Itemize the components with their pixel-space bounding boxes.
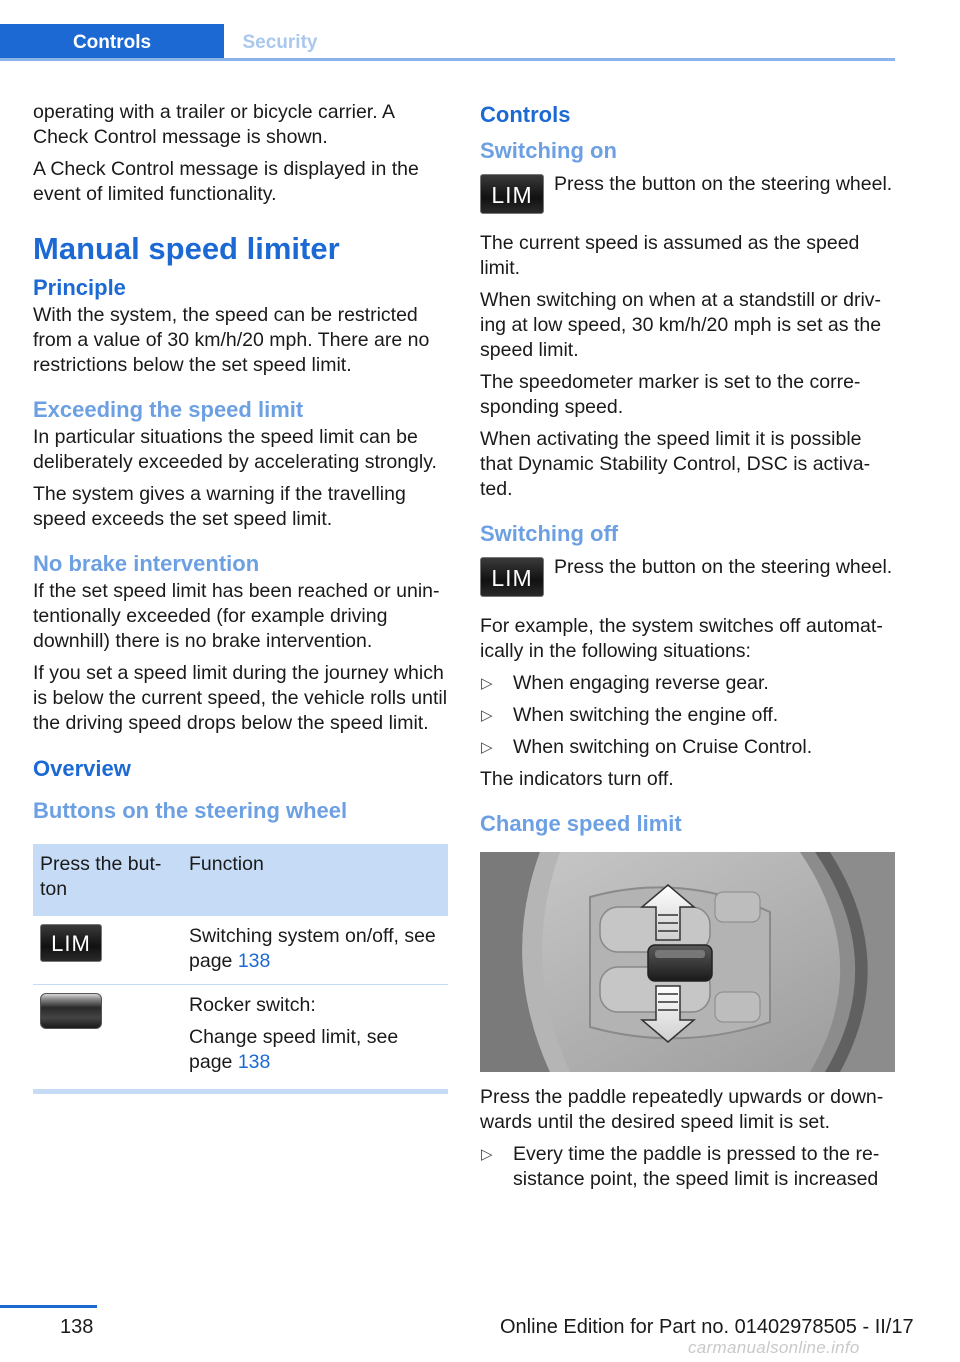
switching-on-instruction (480, 172, 895, 222)
switching-on-text: Press the button on the steering wheel. (554, 173, 893, 195)
table-bottom-rule (33, 1089, 448, 1094)
rocker-switch-icon (40, 993, 102, 1029)
intro-paragraph-2: A Check Control message is displayed in the event of limited functionality. (33, 158, 419, 205)
page-number: 138 (60, 1316, 94, 1338)
left-column (33, 100, 448, 1094)
brake-paragraph-1: If the set speed limit has been reached or unintentionally exceeded (for example driving downhill) there is no brake intervention. (33, 580, 440, 652)
switching-off-text: Press the button on the steering wheel. (554, 556, 893, 578)
switching-on-paragraph-4: The speedometer marker is set to the corresponding speed. (480, 371, 861, 418)
watermark: carmanualsonline.info (688, 1338, 860, 1357)
row1-text: Switching system on/off, see page (189, 925, 436, 972)
lim-button-icon: LIM (480, 174, 544, 214)
change-speed-list (480, 1142, 895, 1192)
right-column (480, 100, 895, 1199)
section-title-manual-speed-limiter: Manual speed limiter (33, 231, 340, 266)
table-cell-function (182, 985, 448, 1090)
tab-controls[interactable]: Controls (0, 24, 224, 60)
heading-principle: Principle (33, 275, 126, 300)
header-divider (0, 58, 895, 61)
table-header-press-button: Press the button (33, 844, 182, 916)
heading-no-brake-intervention: No brake intervention (33, 551, 260, 576)
row2-text-2: Change speed limit, see page (189, 1026, 399, 1073)
exceeding-paragraph-1: In particular situations the speed limit can be deliberately exceeded by accelerating strongly. (33, 426, 437, 473)
heading-switching-on: Switching on (480, 138, 617, 163)
chapter-tabs (0, 24, 895, 62)
table-row (33, 916, 448, 985)
row2-text-1: Rocker switch: (189, 994, 316, 1016)
list-item: ▷ When switching on Cruise Control. (480, 735, 895, 760)
table-cell-icon (33, 916, 182, 985)
edition-note: Online Edition for Part no. 01402978505 - II/17 (500, 1316, 914, 1338)
change-speed-paragraph: Press the paddle repeatedly upwards or downwards until the desired speed limit is set. (480, 1086, 884, 1133)
switching-on-paragraph-3: When switching on when at a standstill or driving at low speed, 30 km/h/20 mph is set as the speed limit. (480, 289, 882, 361)
intro-paragraph-1: operating with a trailer or bicycle carrier. A Check Control message is shown. (33, 101, 394, 148)
switching-off-paragraph-3: The indicators turn off. (480, 768, 674, 790)
switching-off-paragraph-2: For example, the system switches off automatically in the following situations: (480, 615, 883, 662)
page-link[interactable]: 138 (237, 1051, 271, 1073)
switch-off-situations-list (480, 671, 895, 760)
table-cell-function (182, 916, 448, 985)
lim-button-icon: LIM (480, 557, 544, 597)
heading-switching-off: Switching off (480, 521, 619, 546)
steering-wheel-paddle-photo (480, 852, 895, 1072)
list-item: ▷ When switching the engine off. (480, 703, 895, 728)
heading-controls: Controls (480, 102, 571, 127)
switching-on-paragraph-2: The current speed is assumed as the speed limit. (480, 232, 860, 279)
footer-rule (0, 1305, 97, 1308)
heading-exceeding-speed-limit: Exceeding the speed limit (33, 397, 304, 422)
page-link[interactable]: 138 (237, 950, 271, 972)
tab-security[interactable]: Security (224, 24, 336, 60)
table-cell-icon (33, 985, 182, 1090)
lim-button-icon: LIM (40, 924, 102, 962)
table-header-function: Function (182, 844, 448, 916)
table-header-row (33, 844, 448, 916)
switching-on-paragraph-5: When activating the speed limit it is possible that Dynamic Stability Control, DSC is activated. (480, 428, 871, 500)
principle-paragraph: With the system, the speed can be restricted from a value of 30 km/h/20 mph. There are no restrictions below the set speed limit. (33, 304, 430, 376)
table-row (33, 985, 448, 1090)
heading-buttons-steering-wheel: Buttons on the steering wheel (33, 798, 348, 823)
heading-change-speed-limit: Change speed limit (480, 811, 682, 836)
exceeding-paragraph-2: The system gives a warning if the travelling speed exceeds the set speed limit. (33, 483, 406, 530)
heading-overview: Overview (33, 756, 131, 781)
list-item: ▷ Every time the paddle is pressed to the resistance point, the speed limit is increased (480, 1142, 895, 1192)
switching-off-instruction (480, 555, 895, 605)
brake-paragraph-2: If you set a speed limit during the journey which is below the current speed, the vehicle rolls until the driving speed drops below the speed limit. (33, 662, 448, 734)
buttons-table (33, 844, 448, 1089)
list-item: ▷ When engaging reverse gear. (480, 671, 895, 696)
